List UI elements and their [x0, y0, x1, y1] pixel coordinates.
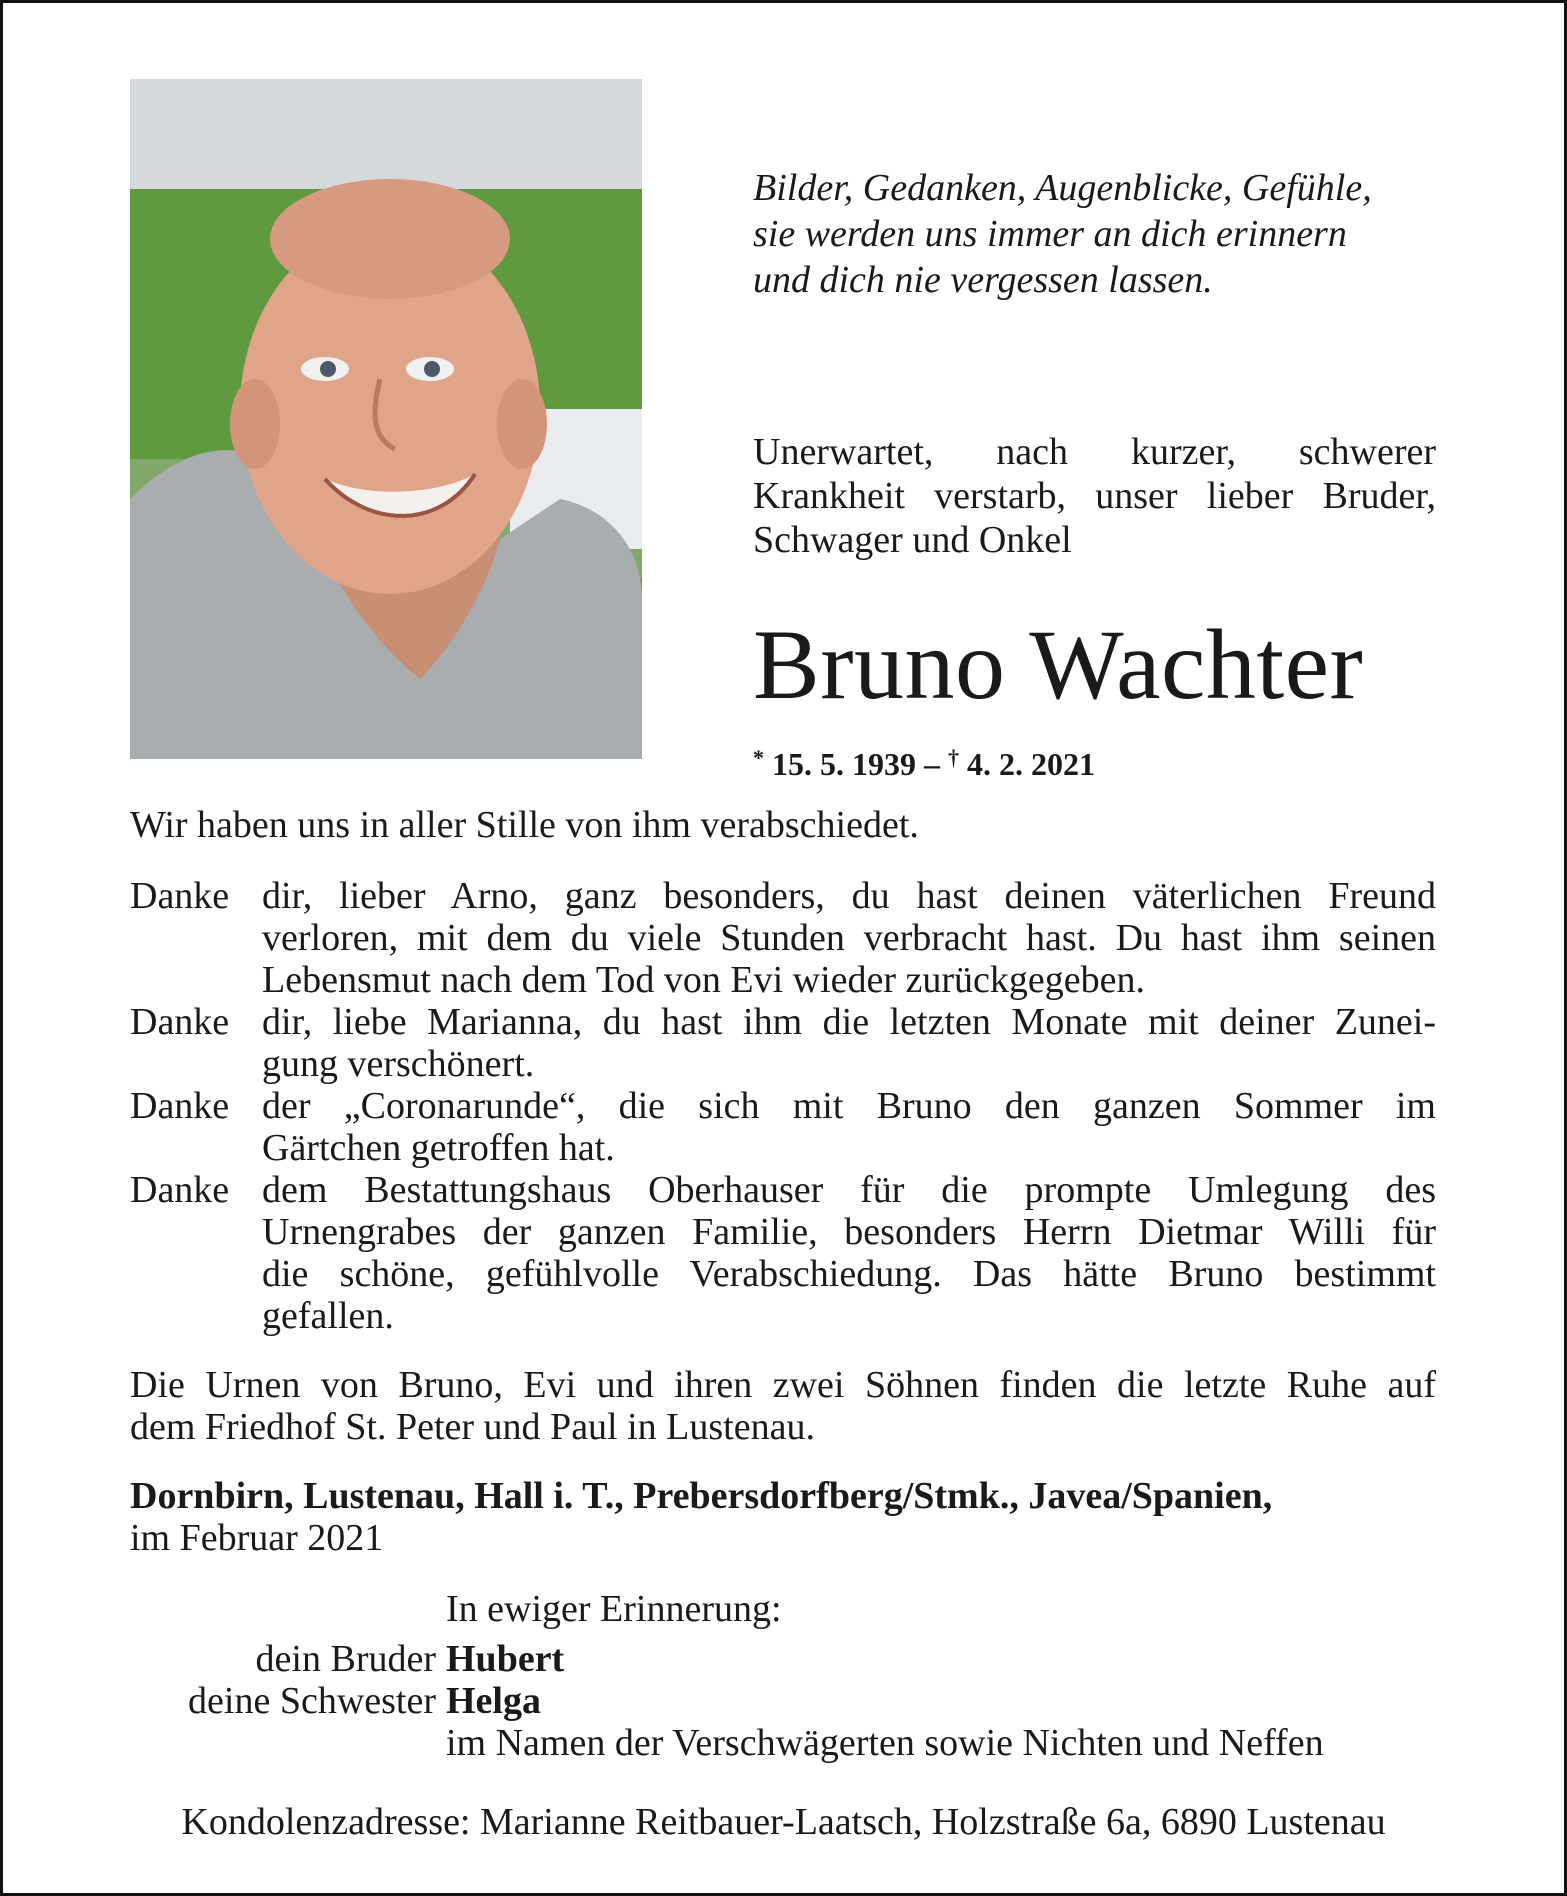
- poem-line: Bilder, Gedanken, Augenblicke, Gefühle,: [753, 167, 1372, 209]
- poem-line: und dich nie vergessen lassen.: [753, 259, 1213, 301]
- thanks-line: gefallen.: [262, 1295, 394, 1337]
- death-cross-icon: †: [948, 745, 959, 770]
- signer-row: [130, 1638, 1436, 1680]
- thanks-word: Danke: [130, 1001, 230, 1043]
- thanks-line: verloren, mit dem du viele Stunden verbracht hast. Du hast ihm seinen: [262, 917, 1436, 959]
- places-line: Dornbirn, Lustenau, Hall i. T., Prebersdorfberg/Stmk., Javea/Spanien,: [130, 1475, 1273, 1517]
- condolence-address: Kondolenzadresse: Marianne Reitbauer-Laatsch, Holzstraße 6a, 6890 Lustenau: [181, 1801, 1386, 1843]
- signer-relation: deine Schwester: [188, 1680, 436, 1722]
- memory-label: In ewiger Erinnerung:: [446, 1588, 782, 1630]
- thanks-line: dem Bestattungshaus Oberhauser für die prompte Umlegung des: [262, 1169, 1436, 1211]
- thanks-line: Gärtchen getroffen hat.: [262, 1127, 615, 1169]
- urns-line: dem Friedhof St. Peter und Paul in Lustenau.: [130, 1406, 815, 1448]
- signer-name: Helga: [446, 1680, 541, 1722]
- poem-line: sie werden uns immer an dich erinnern: [753, 213, 1347, 255]
- date-separator: –: [924, 746, 940, 782]
- thanks-word: Danke: [130, 1085, 230, 1127]
- date-line: im Februar 2021: [130, 1517, 384, 1559]
- memorial-poem: [753, 165, 1453, 303]
- announcement-line: Schwager und Onkel: [753, 519, 1072, 561]
- urns-paragraph: [130, 1364, 1436, 1448]
- death-announcement: [753, 430, 1436, 562]
- thanks-line: der „Coronarunde“, die sich mit Bruno den ganzen Sommer im: [262, 1085, 1436, 1127]
- thanks-line: dir, liebe Marianna, du hast ihm die letzten Monate mit deiner Zunei-: [262, 1001, 1436, 1043]
- birth-star-icon: *: [753, 745, 764, 770]
- signers-list: [130, 1638, 1436, 1764]
- signer-relation: dein Bruder: [255, 1638, 436, 1680]
- farewell-text: Wir haben uns in aller Stille von ihm verabschiedet.: [130, 804, 919, 846]
- thanks-line: die schöne, gefühlvolle Verabschiedung. Das hätte Bruno bestimmt: [262, 1253, 1436, 1295]
- signer-row: [130, 1680, 1436, 1722]
- life-dates: [753, 738, 1095, 784]
- announcement-line: Unerwartet, nach kurzer, schwerer: [753, 431, 1436, 473]
- birth-date: 15. 5. 1939: [772, 746, 916, 782]
- portrait-illustration: [130, 79, 642, 759]
- deceased-name: Bruno Wachter: [753, 609, 1364, 720]
- thanks-entry: [130, 1001, 1436, 1085]
- names-note: im Namen der Verschwägerten sowie Nichten und Neffen: [446, 1722, 1324, 1764]
- thanks-word: Danke: [130, 875, 230, 917]
- urns-line: Die Urnen von Bruno, Evi und ihren zwei Söhnen finden die letzte Ruhe auf: [130, 1364, 1436, 1406]
- thanks-entry: [130, 1085, 1436, 1169]
- announcement-line: Krankheit verstarb, unser lieber Bruder,: [753, 475, 1436, 517]
- thanks-section: [130, 875, 1436, 1337]
- death-date: 4. 2. 2021: [967, 746, 1095, 782]
- signer-name: Hubert: [446, 1638, 565, 1680]
- thanks-word: Danke: [130, 1169, 230, 1211]
- thanks-line: gung verschönert.: [262, 1043, 535, 1085]
- place-and-date: [130, 1475, 1436, 1559]
- portrait-photo: [130, 79, 642, 759]
- thanks-entry: [130, 875, 1436, 1001]
- thanks-line: dir, lieber Arno, ganz besonders, du hast deinen väterlichen Freund: [262, 875, 1436, 917]
- thanks-entry: [130, 1169, 1436, 1337]
- thanks-line: Lebensmut nach dem Tod von Evi wieder zurückgegeben.: [262, 959, 1146, 1001]
- thanks-line: Urnengrabes der ganzen Familie, besonders Herrn Dietmar Willi für: [262, 1211, 1436, 1253]
